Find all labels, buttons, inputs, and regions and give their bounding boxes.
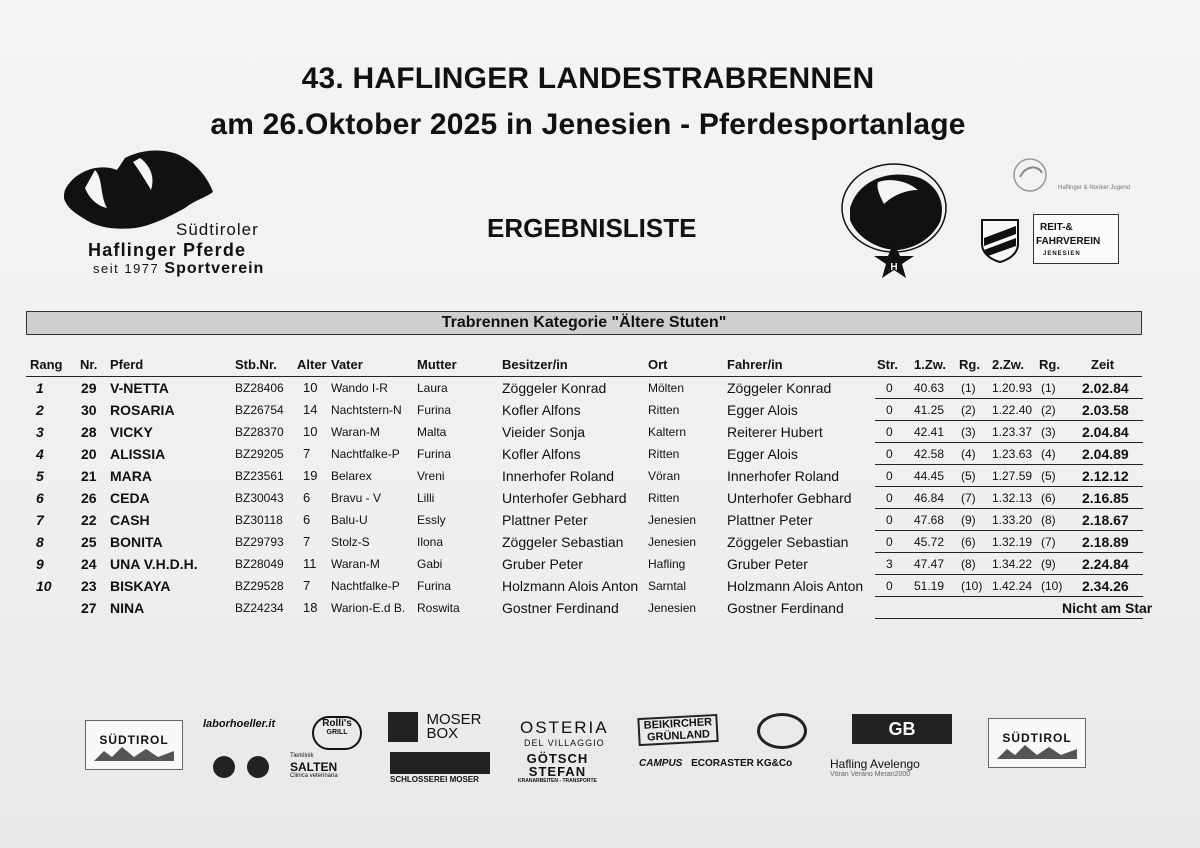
- cell-split2-rank: (5): [1041, 469, 1056, 483]
- cell-split2-rank: (10): [1041, 579, 1063, 593]
- sponsor-beikircher: BEIKIRCHER GRÜNLAND: [637, 714, 719, 746]
- cell-split1-rank: (7): [961, 491, 976, 505]
- cell-dam: Furina: [417, 447, 452, 461]
- cell-owner: Kofler Alfons: [502, 446, 581, 462]
- cell-owner: Plattner Peter: [502, 512, 588, 528]
- cell-stb-number: BZ29205: [235, 447, 284, 461]
- cell-penalty: 3: [886, 557, 893, 571]
- cell-location: Jenesien: [648, 513, 697, 527]
- cell-sire: Stolz-S: [331, 535, 370, 549]
- cell-split1: 41.25: [914, 403, 945, 417]
- cell-location: Sarntal: [648, 579, 687, 593]
- sponsor-suedtirol-right: SÜDTIROL: [988, 718, 1086, 768]
- cell-split2: 1.42.24: [992, 579, 1033, 593]
- cell-rang: 2: [36, 402, 44, 418]
- cell-rang: 4: [36, 446, 44, 462]
- seal-letter: H: [890, 262, 898, 273]
- cell-split1-rank: (5): [961, 469, 976, 483]
- cell-penalty: 0: [886, 381, 893, 395]
- cell-split2-rank: (9): [1041, 557, 1056, 571]
- cell-split1: 42.41: [914, 425, 945, 439]
- table-row: [0, 421, 1200, 443]
- cell-sire: Nachtstern-N: [331, 403, 402, 417]
- cell-split2-rank: (8): [1041, 513, 1056, 527]
- cell-split1: 51.19: [914, 579, 945, 593]
- cell-rang: 9: [36, 556, 44, 572]
- cell-driver: Gruber Peter: [727, 556, 808, 572]
- cell-split1: 45.72: [914, 535, 945, 549]
- cell-split1: 47.47: [914, 557, 945, 571]
- cell-split1: 42.58: [914, 447, 945, 461]
- cell-nr: 24: [81, 556, 97, 572]
- cell-final-time: 2.24.84: [1082, 556, 1129, 572]
- cell-driver: Innerhofer Roland: [727, 468, 840, 484]
- cell-split2: 1.32.13: [992, 491, 1033, 505]
- club-name-line2: Haflinger Pferde: [88, 240, 247, 260]
- cell-horse-name: VICKY: [110, 424, 153, 440]
- original-haflinger-seal: [828, 160, 970, 280]
- cell-age: 6: [303, 490, 311, 505]
- salten-icon: [212, 755, 282, 779]
- cell-nr: 20: [81, 446, 97, 462]
- cell-stb-number: BZ28406: [235, 381, 284, 395]
- cell-split2: 1.22.40: [992, 403, 1033, 417]
- cell-final-time: 2.18.89: [1082, 534, 1129, 550]
- cell-stb-number: BZ30118: [235, 513, 283, 527]
- reit-line3: JENESIEN: [1043, 251, 1081, 257]
- cell-age: 10: [303, 380, 318, 395]
- reit-line2: FAHRVEREIN: [1036, 236, 1101, 247]
- cell-rang: 6: [36, 490, 44, 506]
- header-rang: Rang: [30, 357, 63, 372]
- table-row: [0, 509, 1200, 531]
- cell-horse-name: ALISSIA: [110, 446, 166, 462]
- cell-final-time: 2.03.58: [1082, 402, 1129, 418]
- header-rg1: Rg.: [959, 357, 980, 372]
- cell-rang: 1: [36, 380, 44, 396]
- header-fahrer: Fahrer/in: [727, 357, 783, 372]
- table-row: [0, 531, 1200, 553]
- cell-sire: Wando I-R: [331, 381, 388, 395]
- cell-dam: Vreni: [417, 469, 445, 483]
- header-vater: Vater: [331, 357, 363, 372]
- cell-sire: Warion-E.d B.: [331, 601, 406, 615]
- cell-location: Mölten: [648, 381, 685, 395]
- cell-sire: Nachtfalke-P: [331, 579, 400, 593]
- sponsor-suedtirol-left: SÜDTIROL: [85, 720, 183, 770]
- event-date-location: am 26.Oktober 2025 in Jenesien - Pferdesportanlage: [210, 108, 966, 141]
- cell-status: Nicht am Star: [1062, 600, 1153, 616]
- cell-nr: 25: [81, 534, 97, 550]
- cell-sire: Waran-M: [331, 557, 380, 571]
- cell-final-time: 2.16.85: [1082, 490, 1129, 506]
- cell-split2-rank: (1): [1041, 381, 1056, 395]
- header-alter: Alter: [297, 357, 327, 372]
- cell-split2: 1.20.93: [992, 381, 1033, 395]
- cell-owner: Zöggeler Konrad: [502, 380, 607, 396]
- header-nr: Nr.: [80, 357, 98, 372]
- cell-sire: Belarex: [331, 469, 372, 483]
- sponsor-moser-box: MOSER BOX: [388, 712, 481, 742]
- header-stb: Stb.Nr.: [235, 357, 277, 372]
- table-row: [0, 575, 1200, 597]
- cell-final-time: 2.04.89: [1082, 446, 1129, 462]
- cell-split1: 40.63: [914, 381, 945, 395]
- cell-driver: Egger Alois: [727, 446, 798, 462]
- cell-stb-number: BZ29793: [235, 535, 284, 549]
- sponsor-laborhoeller: laborhoeller.it: [203, 718, 276, 730]
- header-rg2: Rg.: [1039, 357, 1060, 372]
- jenesien-coat-of-arms: [980, 218, 1020, 264]
- cell-dam: Furina: [417, 403, 452, 417]
- cell-penalty: 0: [886, 469, 893, 483]
- cell-rang: 7: [36, 512, 44, 528]
- cell-driver: Gostner Ferdinand: [727, 600, 844, 616]
- table-row: [0, 553, 1200, 575]
- sponsor-hafling-avelengo: Hafling Avelengo Vöran Verano Meran2000: [830, 757, 920, 778]
- cell-age: 19: [303, 468, 318, 483]
- header-pferd: Pferd: [110, 357, 144, 372]
- cell-split2: 1.32.19: [992, 535, 1033, 549]
- cell-nr: 26: [81, 490, 97, 506]
- cell-split1-rank: (6): [961, 535, 976, 549]
- cell-age: 7: [303, 534, 311, 549]
- cell-split2: 1.34.22: [992, 557, 1033, 571]
- jugend-caption: Haflinger & Noriker Jugend: [1058, 185, 1131, 191]
- cell-split1-rank: (10): [961, 579, 983, 593]
- header-besitzer: Besitzer/in: [502, 357, 568, 372]
- cell-sire: Nachtfalke-P: [331, 447, 400, 461]
- cell-final-time: 2.18.67: [1082, 512, 1129, 528]
- cell-location: Jenesien: [648, 535, 697, 549]
- cell-stb-number: BZ26754: [235, 403, 284, 417]
- reit-line1: REIT-&: [1040, 222, 1073, 233]
- cell-dam: Roswita: [417, 601, 460, 615]
- cell-final-time: 2.02.84: [1082, 380, 1129, 396]
- cell-horse-name: MARA: [110, 468, 152, 484]
- cell-stb-number: BZ29528: [235, 579, 284, 593]
- cell-owner: Gostner Ferdinand: [502, 600, 619, 616]
- cell-driver: Egger Alois: [727, 402, 798, 418]
- header-str: Str.: [877, 357, 898, 372]
- cell-dam: Laura: [417, 381, 448, 395]
- cell-final-time: 2.12.12: [1082, 468, 1129, 484]
- cell-age: 11: [303, 556, 317, 571]
- cell-stb-number: BZ23561: [235, 469, 284, 483]
- cell-penalty: 0: [886, 513, 893, 527]
- cell-penalty: 0: [886, 403, 893, 417]
- cell-location: Ritten: [648, 447, 680, 461]
- cell-nr: 27: [81, 600, 97, 616]
- table-row: [0, 465, 1200, 487]
- table-row: [0, 487, 1200, 509]
- sponsor-campus-ecoraster: CAMPUS ECORASTER KG&Co: [639, 758, 793, 769]
- header-zeit: Zeit: [1091, 357, 1115, 372]
- cell-split2: 1.23.37: [992, 425, 1033, 439]
- cell-location: Jenesien: [648, 601, 697, 615]
- cell-stb-number: BZ24234: [235, 601, 284, 615]
- header-mutter: Mutter: [417, 357, 457, 372]
- cell-dam: Malta: [417, 425, 447, 439]
- sponsor-goetsch-stefan: GÖTSCH STEFAN KRANARBEITEN - TRANSPORTE: [518, 751, 597, 784]
- cell-split1-rank: (2): [961, 403, 976, 417]
- cell-rang: 10: [36, 578, 52, 594]
- cell-rang: 8: [36, 534, 44, 550]
- cell-horse-name: CEDA: [110, 490, 150, 506]
- cell-horse-name: NINA: [110, 600, 145, 616]
- cell-final-time: 2.04.84: [1082, 424, 1129, 440]
- cell-split2: 1.23.63: [992, 447, 1033, 461]
- cell-horse-name: V-NETTA: [110, 380, 169, 396]
- row-rule: [875, 618, 1143, 619]
- sponsor-osteria: OSTERIA DEL VILLAGGIO: [520, 718, 609, 748]
- cell-penalty: 0: [886, 425, 893, 439]
- cell-split1: 44.45: [914, 469, 945, 483]
- cell-owner: Vieider Sonja: [502, 424, 586, 440]
- sponsor-gb: GB: [852, 714, 952, 744]
- cell-location: Vöran: [648, 469, 681, 483]
- cell-age: 10: [303, 424, 318, 439]
- cell-location: Ritten: [648, 403, 680, 417]
- cell-horse-name: BISKAYA: [110, 578, 171, 594]
- cell-sire: Bravu - V: [331, 491, 382, 505]
- cell-nr: 30: [81, 402, 97, 418]
- cell-penalty: 0: [886, 447, 893, 461]
- cell-nr: 22: [81, 512, 97, 528]
- header-ort: Ort: [648, 357, 668, 372]
- cell-dam: Ilona: [417, 535, 444, 549]
- cell-owner: Zöggeler Sebastian: [502, 534, 624, 550]
- cell-split1-rank: (4): [961, 447, 976, 461]
- cell-final-time: 2.34.26: [1082, 578, 1129, 594]
- cell-split1: 46.84: [914, 491, 945, 505]
- cell-stb-number: BZ30043: [235, 491, 284, 505]
- cell-split2-rank: (3): [1041, 425, 1056, 439]
- cell-dam: Essly: [417, 513, 446, 527]
- cell-stb-number: BZ28049: [235, 557, 284, 571]
- cell-split2-rank: (6): [1041, 491, 1056, 505]
- club-name-line3: seit 1977 Sportverein: [93, 260, 265, 277]
- cell-driver: Reiterer Hubert: [727, 424, 823, 440]
- cell-age: 7: [303, 446, 311, 461]
- cell-split2-rank: (2): [1041, 403, 1056, 417]
- cell-driver: Plattner Peter: [727, 512, 813, 528]
- cell-split1-rank: (9): [961, 513, 976, 527]
- cell-owner: Innerhofer Roland: [502, 468, 615, 484]
- cell-split2-rank: (4): [1041, 447, 1056, 461]
- cell-rang: 5: [36, 468, 44, 484]
- cell-age: 6: [303, 512, 311, 527]
- sponsor-schlosserei-moser: [390, 752, 490, 774]
- cell-age: 14: [303, 402, 318, 417]
- sponsor-rollis: Rolli's GRILL: [312, 716, 362, 750]
- category-bar: Trabrennen Kategorie "Ältere Stuten": [26, 311, 1142, 335]
- cell-dam: Furina: [417, 579, 452, 593]
- cell-nr: 28: [81, 424, 97, 440]
- header-zw2: 2.Zw.: [992, 357, 1025, 372]
- cell-rang: 3: [36, 424, 44, 440]
- cell-driver: Zöggeler Konrad: [727, 380, 832, 396]
- cell-nr: 29: [81, 380, 97, 396]
- sponsor-schlosserei-label: SCHLOSSEREI MOSER: [390, 775, 479, 784]
- cell-owner: Kofler Alfons: [502, 402, 581, 418]
- cell-horse-name: BONITA: [110, 534, 163, 550]
- results-list-heading: ERGEBNISLISTE: [487, 213, 697, 243]
- cell-split2: 1.33.20: [992, 513, 1033, 527]
- event-title: 43. HAFLINGER LANDESTRABRENNEN: [301, 62, 875, 95]
- cell-stb-number: BZ28370: [235, 425, 284, 439]
- table-row: [0, 443, 1200, 465]
- cell-split2-rank: (7): [1041, 535, 1056, 549]
- cell-dam: Gabi: [417, 557, 443, 571]
- cell-nr: 23: [81, 578, 97, 594]
- cell-horse-name: UNA V.H.D.H.: [110, 556, 198, 572]
- cell-penalty: 0: [886, 535, 893, 549]
- cell-split1: 47.68: [914, 513, 945, 527]
- cell-nr: 21: [81, 468, 97, 484]
- cell-sire: Waran-M: [331, 425, 380, 439]
- cell-owner: Gruber Peter: [502, 556, 583, 572]
- cell-split2: 1.27.59: [992, 469, 1033, 483]
- sponsor-deer-emblem: [757, 713, 807, 749]
- cell-horse-name: CASH: [110, 512, 150, 528]
- sponsor-tierklinik-salten: Tierklinik SALTEN Clinica veterinaria: [212, 755, 282, 784]
- cell-location: Kaltern: [648, 425, 687, 439]
- cell-age: 7: [303, 578, 311, 593]
- table-row: [0, 399, 1200, 421]
- table-row: [0, 597, 1200, 619]
- cell-sire: Balu-U: [331, 513, 368, 527]
- cell-age: 18: [303, 600, 318, 615]
- cell-split1-rank: (8): [961, 557, 976, 571]
- cell-horse-name: ROSARIA: [110, 402, 175, 418]
- header-zw1: 1.Zw.: [914, 357, 947, 372]
- cell-driver: Unterhofer Gebhard: [727, 490, 852, 506]
- cell-penalty: 0: [886, 579, 893, 593]
- cell-split1-rank: (3): [961, 425, 976, 439]
- cell-driver: Zöggeler Sebastian: [727, 534, 849, 550]
- cell-owner: Holzmann Alois Anton: [502, 578, 639, 594]
- cell-location: Ritten: [648, 491, 680, 505]
- table-row: [0, 377, 1200, 399]
- club-name-line1: Südtiroler: [176, 220, 259, 239]
- cell-location: Hafling: [648, 557, 686, 571]
- cell-driver: Holzmann Alois Anton: [727, 578, 864, 594]
- cell-owner: Unterhofer Gebhard: [502, 490, 627, 506]
- cell-split1-rank: (1): [961, 381, 976, 395]
- cell-penalty: 0: [886, 491, 893, 505]
- cell-dam: Lilli: [417, 491, 435, 505]
